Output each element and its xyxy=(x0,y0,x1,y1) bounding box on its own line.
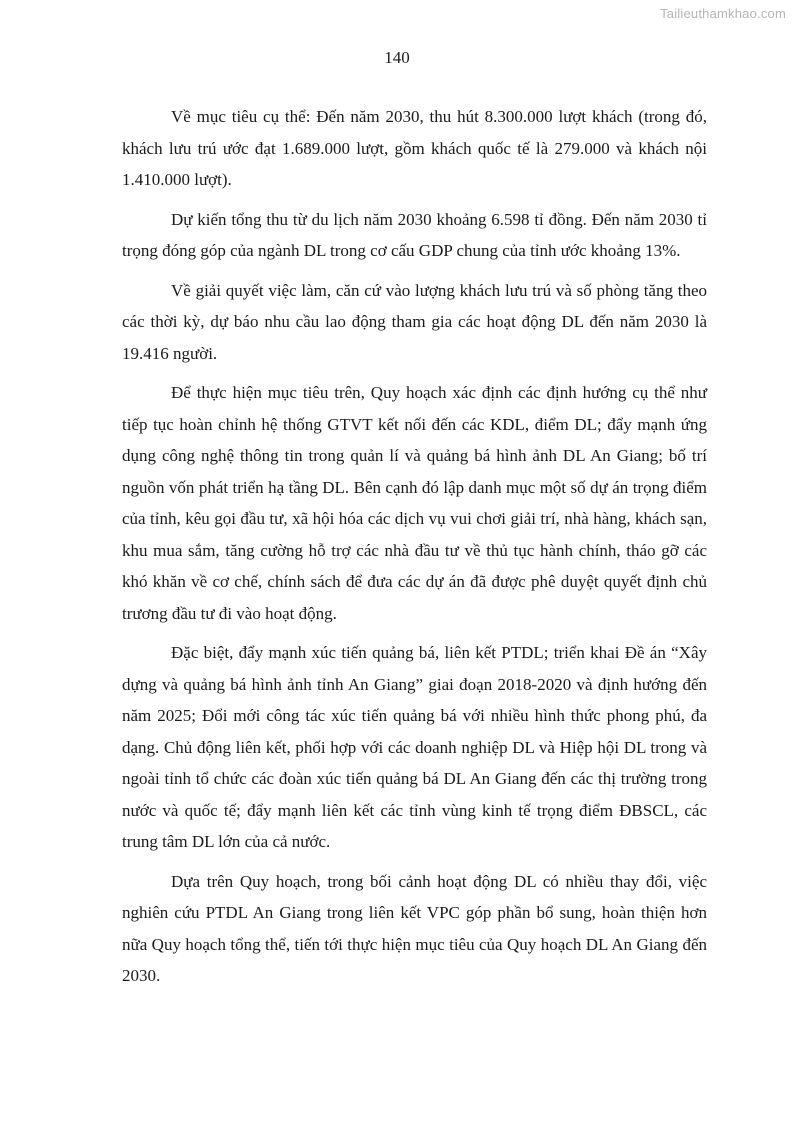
paragraph: Để thực hiện mục tiêu trên, Quy hoạch xác định các định hướng cụ thể như tiếp tục hoàn chỉnh hệ thống GTVT kết nối đến các KDL, điểm DL; đẩy mạnh ứng dụng công nghệ thông tin trong quản lí và quảng bá hình ảnh DL An Giang; bố trí nguồn vốn phát triển hạ tầng DL. Bên cạnh đó lập danh mục một số dự án trọng điểm của tỉnh, kêu gọi đầu tư, xã hội hóa các dịch vụ vui chơi giải trí, nhà hàng, khách sạn, khu mua sắm, tăng cường hỗ trợ các nhà đầu tư về thủ tục hành chính, tháo gỡ các khó khăn về cơ chế, chính sách để đưa các dự án đã được phê duyệt quyết định chủ trương đầu tư đi vào hoạt động. xyxy=(122,383,707,623)
page-number: 140 xyxy=(384,48,410,67)
paragraph: Về mục tiêu cụ thể: Đến năm 2030, thu hút 8.300.000 lượt khách (trong đó, khách lưu trú ước đạt 1.689.000 lượt, gồm khách quốc tế là 279.000 và khách nội 1.410.000 lượt). xyxy=(122,107,707,189)
paragraph: Về giải quyết việc làm, căn cứ vào lượng khách lưu trú và số phòng tăng theo các thời kỳ, dự báo nhu cầu lao động tham gia các hoạt động DL đến năm 2030 là 19.416 người. xyxy=(122,280,707,363)
paragraph: Dự kiến tổng thu từ du lịch năm 2030 khoảng 6.598 tỉ đồng. Đến năm 2030 tỉ trọng đóng góp của ngành DL trong cơ cấu GDP chung của tỉnh ước khoảng 13%. xyxy=(122,209,707,260)
paragraph: Dựa trên Quy hoạch, trong bối cảnh hoạt động DL có nhiều thay đổi, việc nghiên cứu PTDL An Giang trong liên kết VPC góp phần bổ sung, hoàn thiện hơn nữa Quy hoạch tổng thể, tiến tới thực hiện mục tiêu của Quy hoạch DL An Giang đến 2030. xyxy=(122,871,707,985)
document-body xyxy=(122,101,707,1000)
watermark-text: Tailieuthamkhao.com xyxy=(660,6,786,21)
paragraph: Đặc biệt, đẩy mạnh xúc tiến quảng bá, liên kết PTDL; triển khai Đề án “Xây dựng và quảng bá hình ảnh tỉnh An Giang” giai đoạn 2018-2020 và định hướng đến năm 2025; Đổi mới công tác xúc tiến quảng bá với nhiều hình thức phong phú, đa dạng. Chủ động liên kết, phối hợp với các doanh nghiệp DL và Hiệp hội DL trong và ngoài tỉnh tổ chức các đoàn xúc tiến quảng bá DL An Giang đến các thị trường trong nước và quốc tế; đẩy mạnh liên kết các tỉnh vùng kinh tế trọng điểm ĐBSCL, các trung tâm DL lớn của cả nước. xyxy=(122,643,707,851)
